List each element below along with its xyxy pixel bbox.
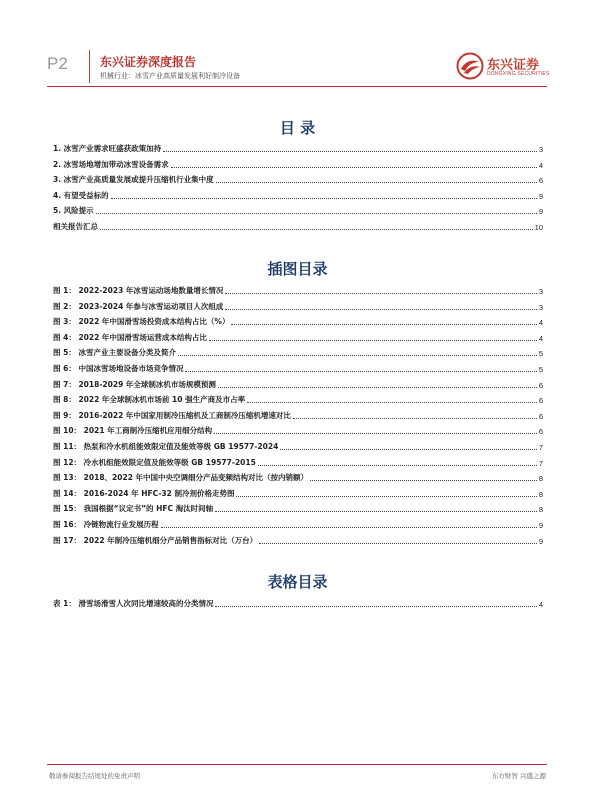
- figures-title: 插图目录: [267, 260, 328, 278]
- dot-leader: [218, 386, 537, 388]
- dot-leader: [163, 150, 537, 152]
- toc-entry-page: 5: [538, 349, 543, 359]
- toc-entry[interactable]: [53, 156, 543, 170]
- toc-entry[interactable]: [53, 376, 543, 390]
- toc-entry-label: 4. 有望受益标的: [53, 190, 109, 200]
- dot-leader: [247, 401, 537, 403]
- dot-leader: [171, 166, 537, 168]
- toc-entry-label: 5. 风险提示: [53, 206, 94, 216]
- toc-entry[interactable]: [53, 595, 543, 609]
- toc-entry[interactable]: [53, 422, 543, 436]
- footer-rule: [47, 764, 547, 765]
- dot-leader: [280, 448, 536, 450]
- dot-leader: [258, 464, 537, 466]
- dot-leader: [310, 479, 537, 481]
- toc-entry[interactable]: [53, 360, 543, 374]
- toc-entry[interactable]: [53, 187, 543, 201]
- toc-entry-label: 图 12： 冷水机组能效限定值及能效等级 GB 19577-2015: [53, 457, 256, 467]
- dot-leader: [259, 542, 537, 544]
- toc-entry[interactable]: [53, 344, 543, 358]
- company-slogan: 东方财智 兴盛之源: [491, 772, 546, 780]
- toc-entry-label: 图 3： 2022 年中国滑雪场投资成本结构占比（%）: [53, 317, 230, 327]
- toc-entry-page: 6: [538, 427, 543, 437]
- dot-leader: [225, 292, 536, 294]
- dot-leader: [185, 370, 536, 372]
- toc-entry-page: 3: [538, 145, 543, 154]
- dot-leader: [225, 308, 536, 310]
- toc-entry[interactable]: [53, 282, 543, 296]
- toc-entry-page: 3: [538, 302, 543, 312]
- page-number: P2: [47, 54, 68, 73]
- toc-entry-page: 6: [538, 396, 543, 406]
- logo-text-cn: 东兴证券: [487, 58, 540, 73]
- header-rule: [47, 86, 547, 87]
- toc-entry[interactable]: [53, 218, 543, 232]
- toc-entry-page: 10: [534, 223, 543, 232]
- toc-entry-page: 9: [538, 191, 543, 201]
- toc-entry-label: 图 2： 2023-2024 年参与冰雪运动项目人次组成: [53, 301, 224, 311]
- toc-entry-page: 7: [538, 443, 543, 452]
- toc-entry[interactable]: [53, 500, 543, 514]
- toc-entry-label: 图 13： 2018、2022 年中国中央空调细分产品变频结构对比（按内销额）: [53, 473, 309, 483]
- toc-entry[interactable]: [53, 454, 543, 468]
- toc-entry-page: 8: [538, 474, 543, 484]
- page-header: [0, 0, 595, 95]
- toc-entry-label: 图 4： 2022 年中国滑雪场运营成本结构占比: [53, 332, 207, 342]
- tables-title: 表格目录: [267, 573, 328, 591]
- toc-entry[interactable]: [53, 298, 543, 312]
- toc-entry-page: 6: [538, 380, 543, 390]
- dot-leader: [293, 417, 537, 419]
- dot-leader: [209, 339, 537, 341]
- toc-entry-page: 4: [538, 600, 543, 609]
- report-subtitle: 机械行业：冰雪产业高质量发展利好制冷设备: [100, 72, 240, 80]
- toc-entry-label: 表 1： 滑雪场滑雪人次同比增速较高的分类情况: [53, 599, 214, 608]
- toc-entry[interactable]: [53, 516, 543, 530]
- logo-mark-icon: [456, 52, 484, 80]
- dot-leader: [215, 510, 537, 512]
- toc-entry[interactable]: [53, 329, 543, 343]
- dot-leader: [236, 495, 536, 497]
- toc-entry-label: 图 15： 我国根据“议定书”的 HFC 淘汰时间轴: [53, 504, 214, 514]
- toc-entry[interactable]: [53, 140, 543, 154]
- toc-entry[interactable]: [53, 438, 543, 452]
- dot-leader: [231, 323, 536, 325]
- company-logo: [456, 52, 556, 82]
- toc-entry-page: 9: [538, 521, 543, 530]
- disclaimer-note: 敬请参阅报告结尾处的免责声明: [49, 772, 140, 780]
- toc-entry-label: 图 10： 2021 年工商制冷压缩机应用细分结构: [53, 426, 213, 436]
- dot-leader: [215, 605, 536, 607]
- dot-leader: [214, 432, 537, 434]
- toc-entry[interactable]: [53, 485, 543, 499]
- toc-entry[interactable]: [53, 532, 543, 546]
- toc-entry[interactable]: [53, 469, 543, 483]
- toc-entry-page: 4: [538, 318, 543, 328]
- toc-entry-page: 5: [538, 365, 543, 374]
- toc-entry-page: 4: [538, 333, 543, 343]
- dot-leader: [161, 526, 537, 528]
- contents-title: 目 录: [279, 119, 316, 137]
- toc-entry-label: 1. 冰雪产业需求旺盛获政策加持: [53, 144, 162, 153]
- toc-entry[interactable]: [53, 313, 543, 327]
- toc-entry-page: 4: [538, 160, 543, 170]
- dot-leader: [111, 197, 537, 199]
- header-divider: [89, 50, 90, 83]
- toc-entry-page: 8: [538, 489, 543, 499]
- toc-entry-page: 8: [538, 505, 543, 515]
- toc-entry[interactable]: [53, 407, 543, 421]
- toc-entry-page: 9: [538, 207, 543, 217]
- toc-entry-page: 7: [538, 458, 543, 468]
- toc-entry-label: 图 8： 2022 年全球制冰机市场前 10 强生产商及市占率: [53, 395, 246, 405]
- toc-entry-page: 6: [538, 176, 543, 186]
- dot-leader: [96, 212, 537, 214]
- toc-entry-label: 3. 冰雪产业高质量发展或提升压缩机行业集中度: [53, 175, 214, 185]
- dot-leader: [100, 228, 533, 230]
- toc-entry-label: 相关报告汇总: [53, 222, 98, 231]
- dot-leader: [178, 354, 537, 356]
- toc-entry-label: 2. 冰雪场地增加带动冰雪设备需求: [53, 159, 169, 169]
- toc-entry-label: 图 5： 冰雪产业主要设备分类及简介: [53, 348, 176, 358]
- toc-entry-label: 图 7： 2018-2029 年全球制冰机市场规模预测: [53, 379, 216, 389]
- toc-entry[interactable]: [53, 171, 543, 185]
- toc-entry[interactable]: [53, 202, 543, 216]
- toc-entry-label: 图 6： 中国冰雪场地设备市场竞争情况: [53, 364, 184, 373]
- toc-entry-label: 图 1： 2022-2023 年冰雪运动场地数量增长情况: [53, 286, 224, 295]
- toc-entry-page: 3: [538, 287, 543, 296]
- toc-entry-label: 图 16： 冷链物流行业发展历程: [53, 520, 159, 529]
- toc-entry-label: 图 11： 热泵和冷水机组能效限定值及能效等级 GB 19577-2024: [53, 442, 279, 451]
- toc-entry-page: 6: [538, 411, 543, 421]
- report-title: 东兴证券深度报告: [100, 55, 197, 69]
- toc-entry-label: 图 9： 2016-2022 年中国家用制冷压缩机及工商制冷压缩机增速对比: [53, 410, 291, 420]
- toc-entry-page: 9: [538, 536, 543, 546]
- logo-text-en: DONGXING SECURITIES: [487, 71, 550, 77]
- toc-entry[interactable]: [53, 391, 543, 405]
- toc-entry-label: 图 17： 2022 年制冷压缩机细分产品销售指标对比（万台）: [53, 535, 258, 545]
- toc-entry-label: 图 14： 2016-2024 年 HFC-32 制冷剂价格走势图: [53, 488, 235, 498]
- dot-leader: [216, 181, 537, 183]
